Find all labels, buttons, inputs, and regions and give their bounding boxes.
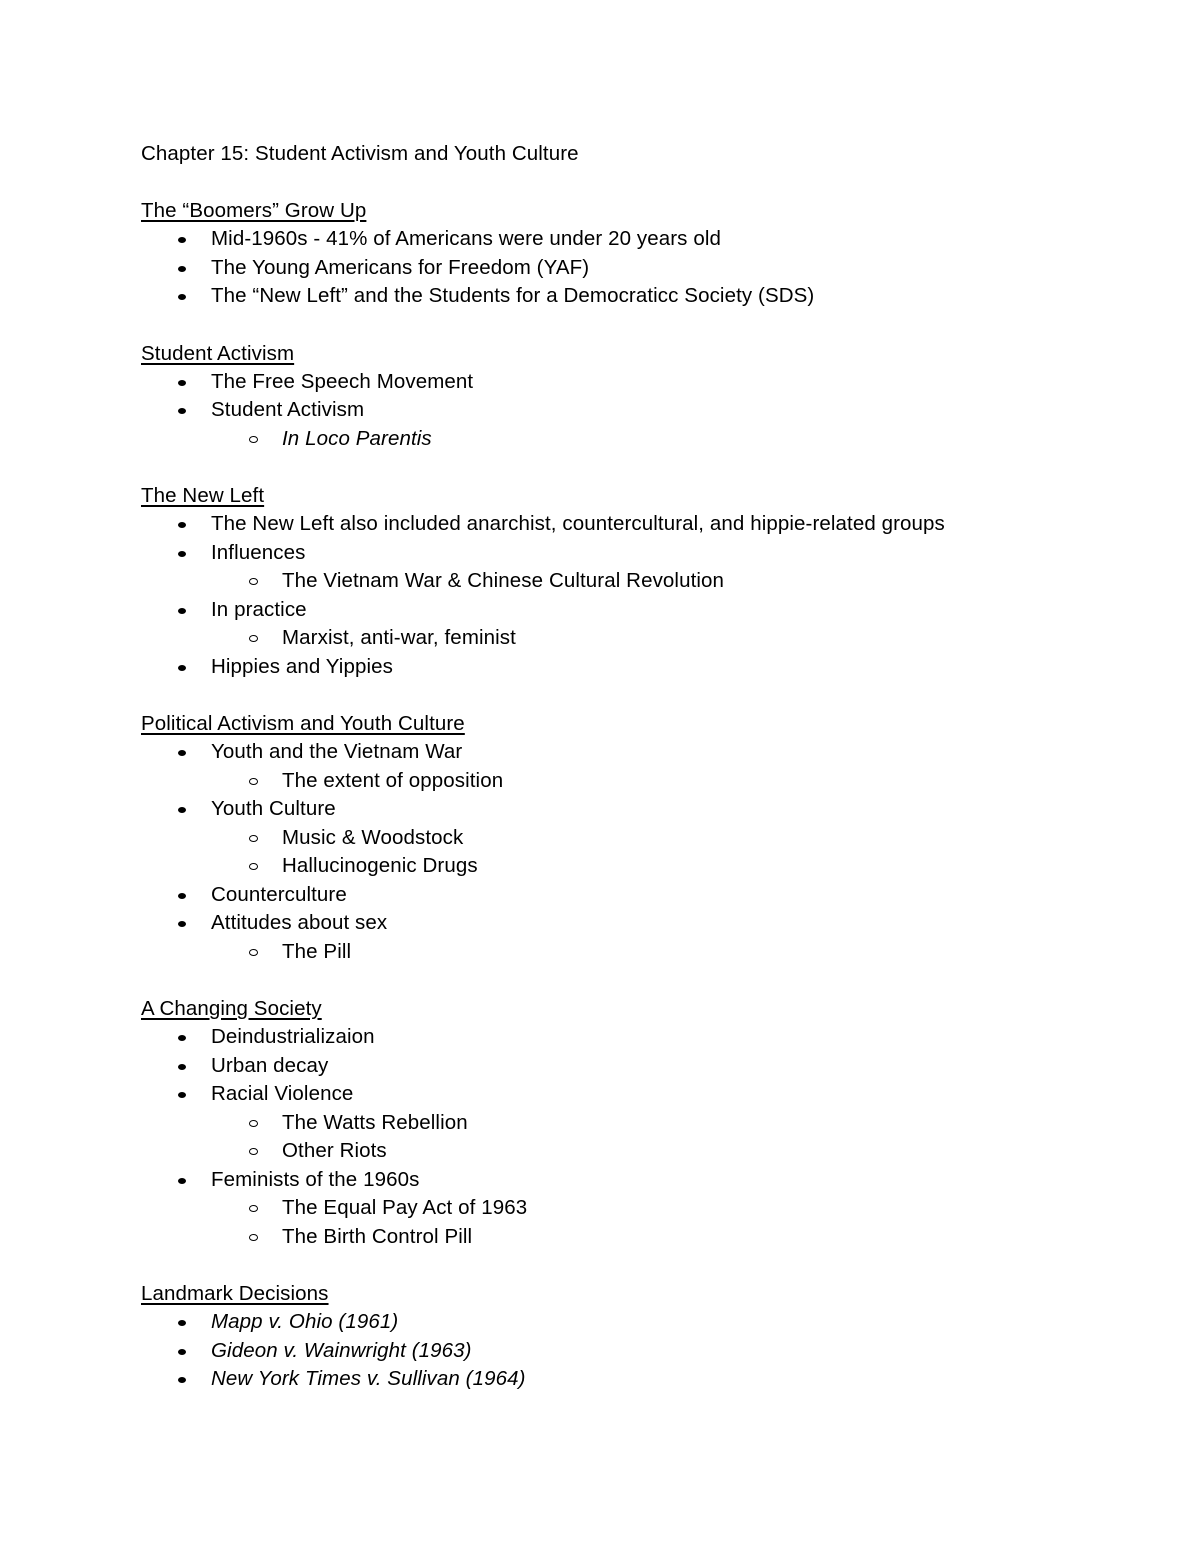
hollow-bullet-icon — [249, 835, 258, 842]
sub-list — [141, 567, 1141, 596]
bullet-icon — [178, 237, 186, 243]
bullet-icon — [178, 522, 186, 528]
hollow-bullet-icon — [249, 1234, 258, 1241]
list-item-text: Influences — [211, 540, 306, 564]
bullet-list — [141, 1023, 1141, 1251]
sub-list-item — [141, 1109, 1141, 1138]
list-item-text: Mid-1960s - 41% of Americans were under 20 years old — [211, 227, 721, 250]
list-item — [141, 539, 1141, 596]
bullet-list — [141, 225, 1141, 311]
list-item — [141, 738, 1141, 795]
list-item-text: Youth Culture — [211, 797, 336, 820]
list-item — [141, 881, 1141, 910]
document-page — [141, 140, 1141, 1423]
list-item — [141, 1052, 1141, 1081]
hollow-bullet-icon — [249, 436, 258, 443]
list-item — [141, 653, 1141, 682]
list-item-text: Deindustrializaion — [211, 1025, 375, 1048]
sub-list-item-text: Other Riots — [282, 1139, 387, 1162]
hollow-bullet-icon — [249, 635, 258, 642]
sub-list — [141, 938, 1141, 967]
list-item-text: Attitudes about sex — [211, 911, 388, 934]
list-item — [141, 1308, 1141, 1337]
hollow-bullet-icon — [249, 1148, 258, 1155]
list-item — [141, 396, 1141, 453]
sub-list — [141, 1109, 1141, 1166]
sub-list — [141, 767, 1141, 796]
bullet-icon — [178, 1092, 186, 1098]
hollow-bullet-icon — [249, 949, 258, 956]
bullet-icon — [178, 665, 186, 671]
document-title: Chapter 15: Student Activism and Youth Culture — [141, 142, 579, 165]
list-item-text: Gideon v. Wainwright (1963) — [211, 1338, 472, 1362]
list-item-text: Feminists of the 1960s — [211, 1167, 420, 1191]
bullet-list — [141, 368, 1141, 454]
list-item-text: Hippies and Yippies — [211, 654, 393, 678]
bullet-icon — [178, 1320, 186, 1326]
list-item-text: The New Left also included anarchist, countercultural, and hippie-related groups — [211, 512, 945, 535]
section-landmark-decisions — [141, 1280, 1141, 1394]
list-item-text: New York Times v. Sullivan (1964) — [211, 1367, 526, 1390]
list-item — [141, 596, 1141, 653]
sub-list — [141, 1194, 1141, 1251]
list-item-text: Student Activism — [211, 398, 365, 421]
sub-list-item — [141, 1137, 1141, 1166]
bullet-icon — [178, 1349, 186, 1355]
sub-list-item — [141, 567, 1141, 596]
sub-list-item — [141, 938, 1141, 967]
sub-list-item — [141, 852, 1141, 881]
bullet-icon — [178, 807, 186, 813]
list-item-text: In practice — [211, 597, 307, 621]
hollow-bullet-icon — [249, 778, 258, 785]
sub-list-item-text: The Vietnam War & Chinese Cultural Revolution — [282, 569, 725, 592]
section-heading: Political Activism and Youth Culture — [141, 712, 465, 735]
sub-list-item-text: The Birth Control Pill — [282, 1224, 473, 1248]
bullet-icon — [178, 921, 186, 927]
list-item-text: Racial Violence — [211, 1082, 354, 1105]
sub-list-item — [141, 824, 1141, 853]
sub-list-item — [141, 1223, 1141, 1252]
bullet-icon — [178, 1178, 186, 1184]
bullet-icon — [178, 893, 186, 899]
bullet-icon — [178, 266, 186, 272]
list-item — [141, 225, 1141, 254]
bullet-icon — [178, 380, 186, 386]
sub-list-item-text: The Pill — [282, 939, 352, 963]
list-item — [141, 368, 1141, 397]
section-heading: Landmark Decisions — [141, 1282, 329, 1305]
list-item — [141, 795, 1141, 881]
section-student-activism — [141, 340, 1141, 454]
list-item — [141, 254, 1141, 283]
list-item — [141, 1023, 1141, 1052]
sub-list-item-text: The Watts Rebellion — [282, 1110, 468, 1134]
sub-list-item — [141, 425, 1141, 454]
sub-list-item-text: The extent of opposition — [282, 768, 504, 792]
bullet-icon — [178, 294, 186, 300]
hollow-bullet-icon — [249, 863, 258, 870]
bullet-icon — [178, 1064, 186, 1070]
section-heading: The “Boomers” Grow Up — [141, 199, 367, 222]
bullet-list — [141, 738, 1141, 966]
list-item-text: Mapp v. Ohio (1961) — [211, 1310, 399, 1333]
section-political-activism — [141, 710, 1141, 966]
list-item-text: Counterculture — [211, 882, 347, 906]
sub-list-item-text: In Loco Parentis — [282, 426, 432, 450]
bullet-icon — [178, 551, 186, 557]
sub-list-item — [141, 624, 1141, 653]
list-item — [141, 1337, 1141, 1366]
section-heading: The New Left — [141, 484, 265, 507]
bullet-icon — [178, 1377, 186, 1383]
section-changing-society — [141, 995, 1141, 1251]
list-item — [141, 510, 1141, 539]
sub-list-item — [141, 767, 1141, 796]
bullet-icon — [178, 750, 186, 756]
section-heading: Student Activism — [141, 341, 295, 365]
list-item — [141, 1166, 1141, 1252]
hollow-bullet-icon — [249, 1205, 258, 1212]
sub-list — [141, 624, 1141, 653]
sub-list-item-text: Music & Woodstock — [282, 825, 464, 849]
list-item-text: The “New Left” and the Students for a Democraticc Society (SDS) — [211, 284, 815, 307]
bullet-list — [141, 510, 1141, 681]
hollow-bullet-icon — [249, 578, 258, 585]
sub-list — [141, 824, 1141, 881]
list-item — [141, 282, 1141, 311]
list-item — [141, 909, 1141, 966]
bullet-list — [141, 1308, 1141, 1394]
section-heading: A Changing Society — [141, 997, 322, 1020]
sub-list — [141, 425, 1141, 454]
sub-list-item-text: Hallucinogenic Drugs — [282, 854, 478, 877]
list-item — [141, 1080, 1141, 1166]
list-item-text: Youth and the Vietnam War — [211, 740, 463, 763]
section-new-left — [141, 482, 1141, 681]
sub-list-item-text: Marxist, anti-war, feminist — [282, 626, 516, 649]
hollow-bullet-icon — [249, 1120, 258, 1127]
list-item-text: The Free Speech Movement — [211, 369, 474, 393]
sub-list-item — [141, 1194, 1141, 1223]
list-item-text: Urban decay — [211, 1053, 329, 1077]
list-item-text: The Young Americans for Freedom (YAF) — [211, 255, 590, 279]
section-boomers — [141, 197, 1141, 311]
bullet-icon — [178, 608, 186, 614]
bullet-icon — [178, 1035, 186, 1041]
sub-list-item-text: The Equal Pay Act of 1963 — [282, 1196, 528, 1219]
list-item — [141, 1365, 1141, 1394]
bullet-icon — [178, 408, 186, 414]
